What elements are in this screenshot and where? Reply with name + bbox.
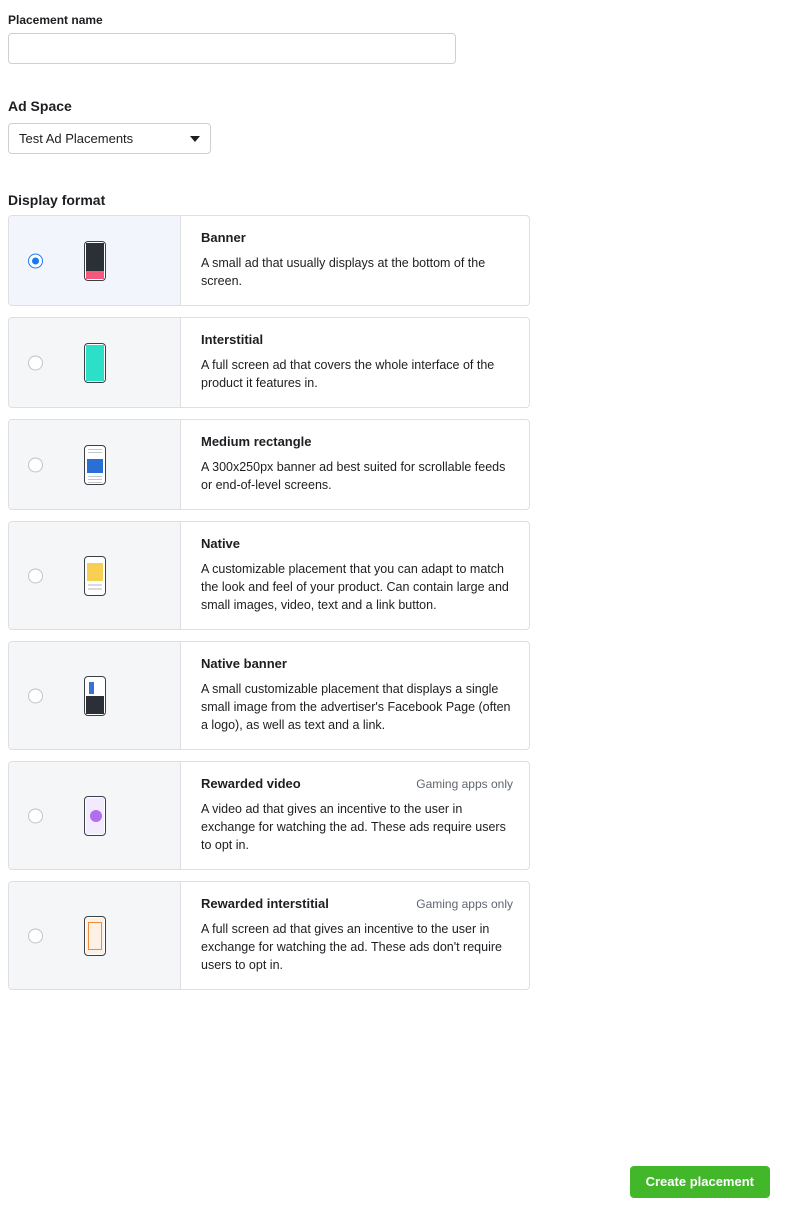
format-option-banner-details (181, 216, 529, 305)
format-title: Rewarded video (201, 776, 301, 791)
ad-space-title: Ad Space (8, 98, 72, 114)
format-option-native-banner-selector[interactable] (9, 642, 181, 749)
radio-banner[interactable] (28, 253, 43, 268)
format-option-rewarded-video-selector[interactable] (9, 762, 181, 869)
format-option-banner[interactable] (8, 215, 530, 306)
ad-space-selected-value: Test Ad Placements (19, 131, 134, 146)
chevron-down-icon (190, 136, 200, 142)
format-option-native-banner[interactable] (8, 641, 530, 750)
format-option-medium-rectangle[interactable] (8, 419, 530, 510)
phone-native-icon (84, 556, 106, 596)
format-option-interstitial-selector[interactable] (9, 318, 181, 407)
format-option-native-selector[interactable] (9, 522, 181, 629)
format-option-rewarded-interstitial-selector[interactable] (9, 882, 181, 989)
radio-rewarded-video[interactable] (28, 808, 43, 823)
format-option-medium-rectangle-selector[interactable] (9, 420, 181, 509)
display-format-title: Display format (8, 192, 106, 208)
format-option-banner-selector[interactable] (9, 216, 181, 305)
format-option-rewarded-video[interactable] (8, 761, 530, 870)
placement-name-input[interactable] (8, 33, 456, 64)
format-option-rewarded-interstitial-details (181, 882, 529, 989)
format-option-native[interactable] (8, 521, 530, 630)
format-option-native-details (181, 522, 529, 629)
phone-medium-rectangle-icon (84, 445, 106, 485)
format-option-medium-rectangle-details (181, 420, 529, 509)
format-title: Banner (201, 230, 246, 245)
format-option-interstitial-details (181, 318, 529, 407)
radio-native[interactable] (28, 568, 43, 583)
format-title: Interstitial (201, 332, 264, 347)
format-description: A full screen ad that covers the whole interface of the product it features in. (201, 358, 495, 390)
format-title: Native (201, 536, 241, 551)
format-description: A video ad that gives an incentive to the user in exchange for watching the ad. These ads require users to opt in. (201, 802, 506, 852)
phone-native-banner-icon (84, 676, 106, 716)
placement-name-label: Placement name (8, 13, 103, 27)
format-option-native-banner-details (181, 642, 529, 749)
format-description: A 300x250px banner ad best suited for scrollable feeds or end-of-level screens. (201, 460, 506, 492)
format-option-rewarded-video-details (181, 762, 529, 869)
radio-native-banner[interactable] (28, 688, 43, 703)
create-placement-button[interactable]: Create placement (630, 1166, 770, 1198)
format-option-interstitial[interactable] (8, 317, 530, 408)
format-title: Medium rectangle (201, 434, 312, 449)
phone-rewarded-interstitial-icon (84, 916, 106, 956)
display-format-options (8, 215, 530, 1001)
ad-space-select[interactable] (8, 123, 211, 154)
radio-rewarded-interstitial[interactable] (28, 928, 43, 943)
format-description: A small ad that usually displays at the bottom of the screen. (201, 256, 486, 288)
format-description: A small customizable placement that displays a single small image from the advertiser's Facebook Page (often a logo), as well as text and a link. (201, 682, 511, 732)
format-title: Rewarded interstitial (201, 896, 329, 911)
format-tag: Gaming apps only (416, 777, 513, 791)
radio-medium-rectangle[interactable] (28, 457, 43, 472)
format-title: Native banner (201, 656, 287, 671)
format-description: A customizable placement that you can adapt to match the look and feel of your product. Can contain large and small images, video, text and a link button. (201, 562, 509, 612)
phone-banner-icon (84, 241, 106, 281)
radio-interstitial[interactable] (28, 355, 43, 370)
format-description: A full screen ad that gives an incentive to the user in exchange for watching the ad. These ads don't require users to opt in. (201, 922, 502, 972)
phone-rewarded-video-icon (84, 796, 106, 836)
format-tag: Gaming apps only (416, 897, 513, 911)
format-option-rewarded-interstitial[interactable] (8, 881, 530, 990)
phone-interstitial-icon (84, 343, 106, 383)
